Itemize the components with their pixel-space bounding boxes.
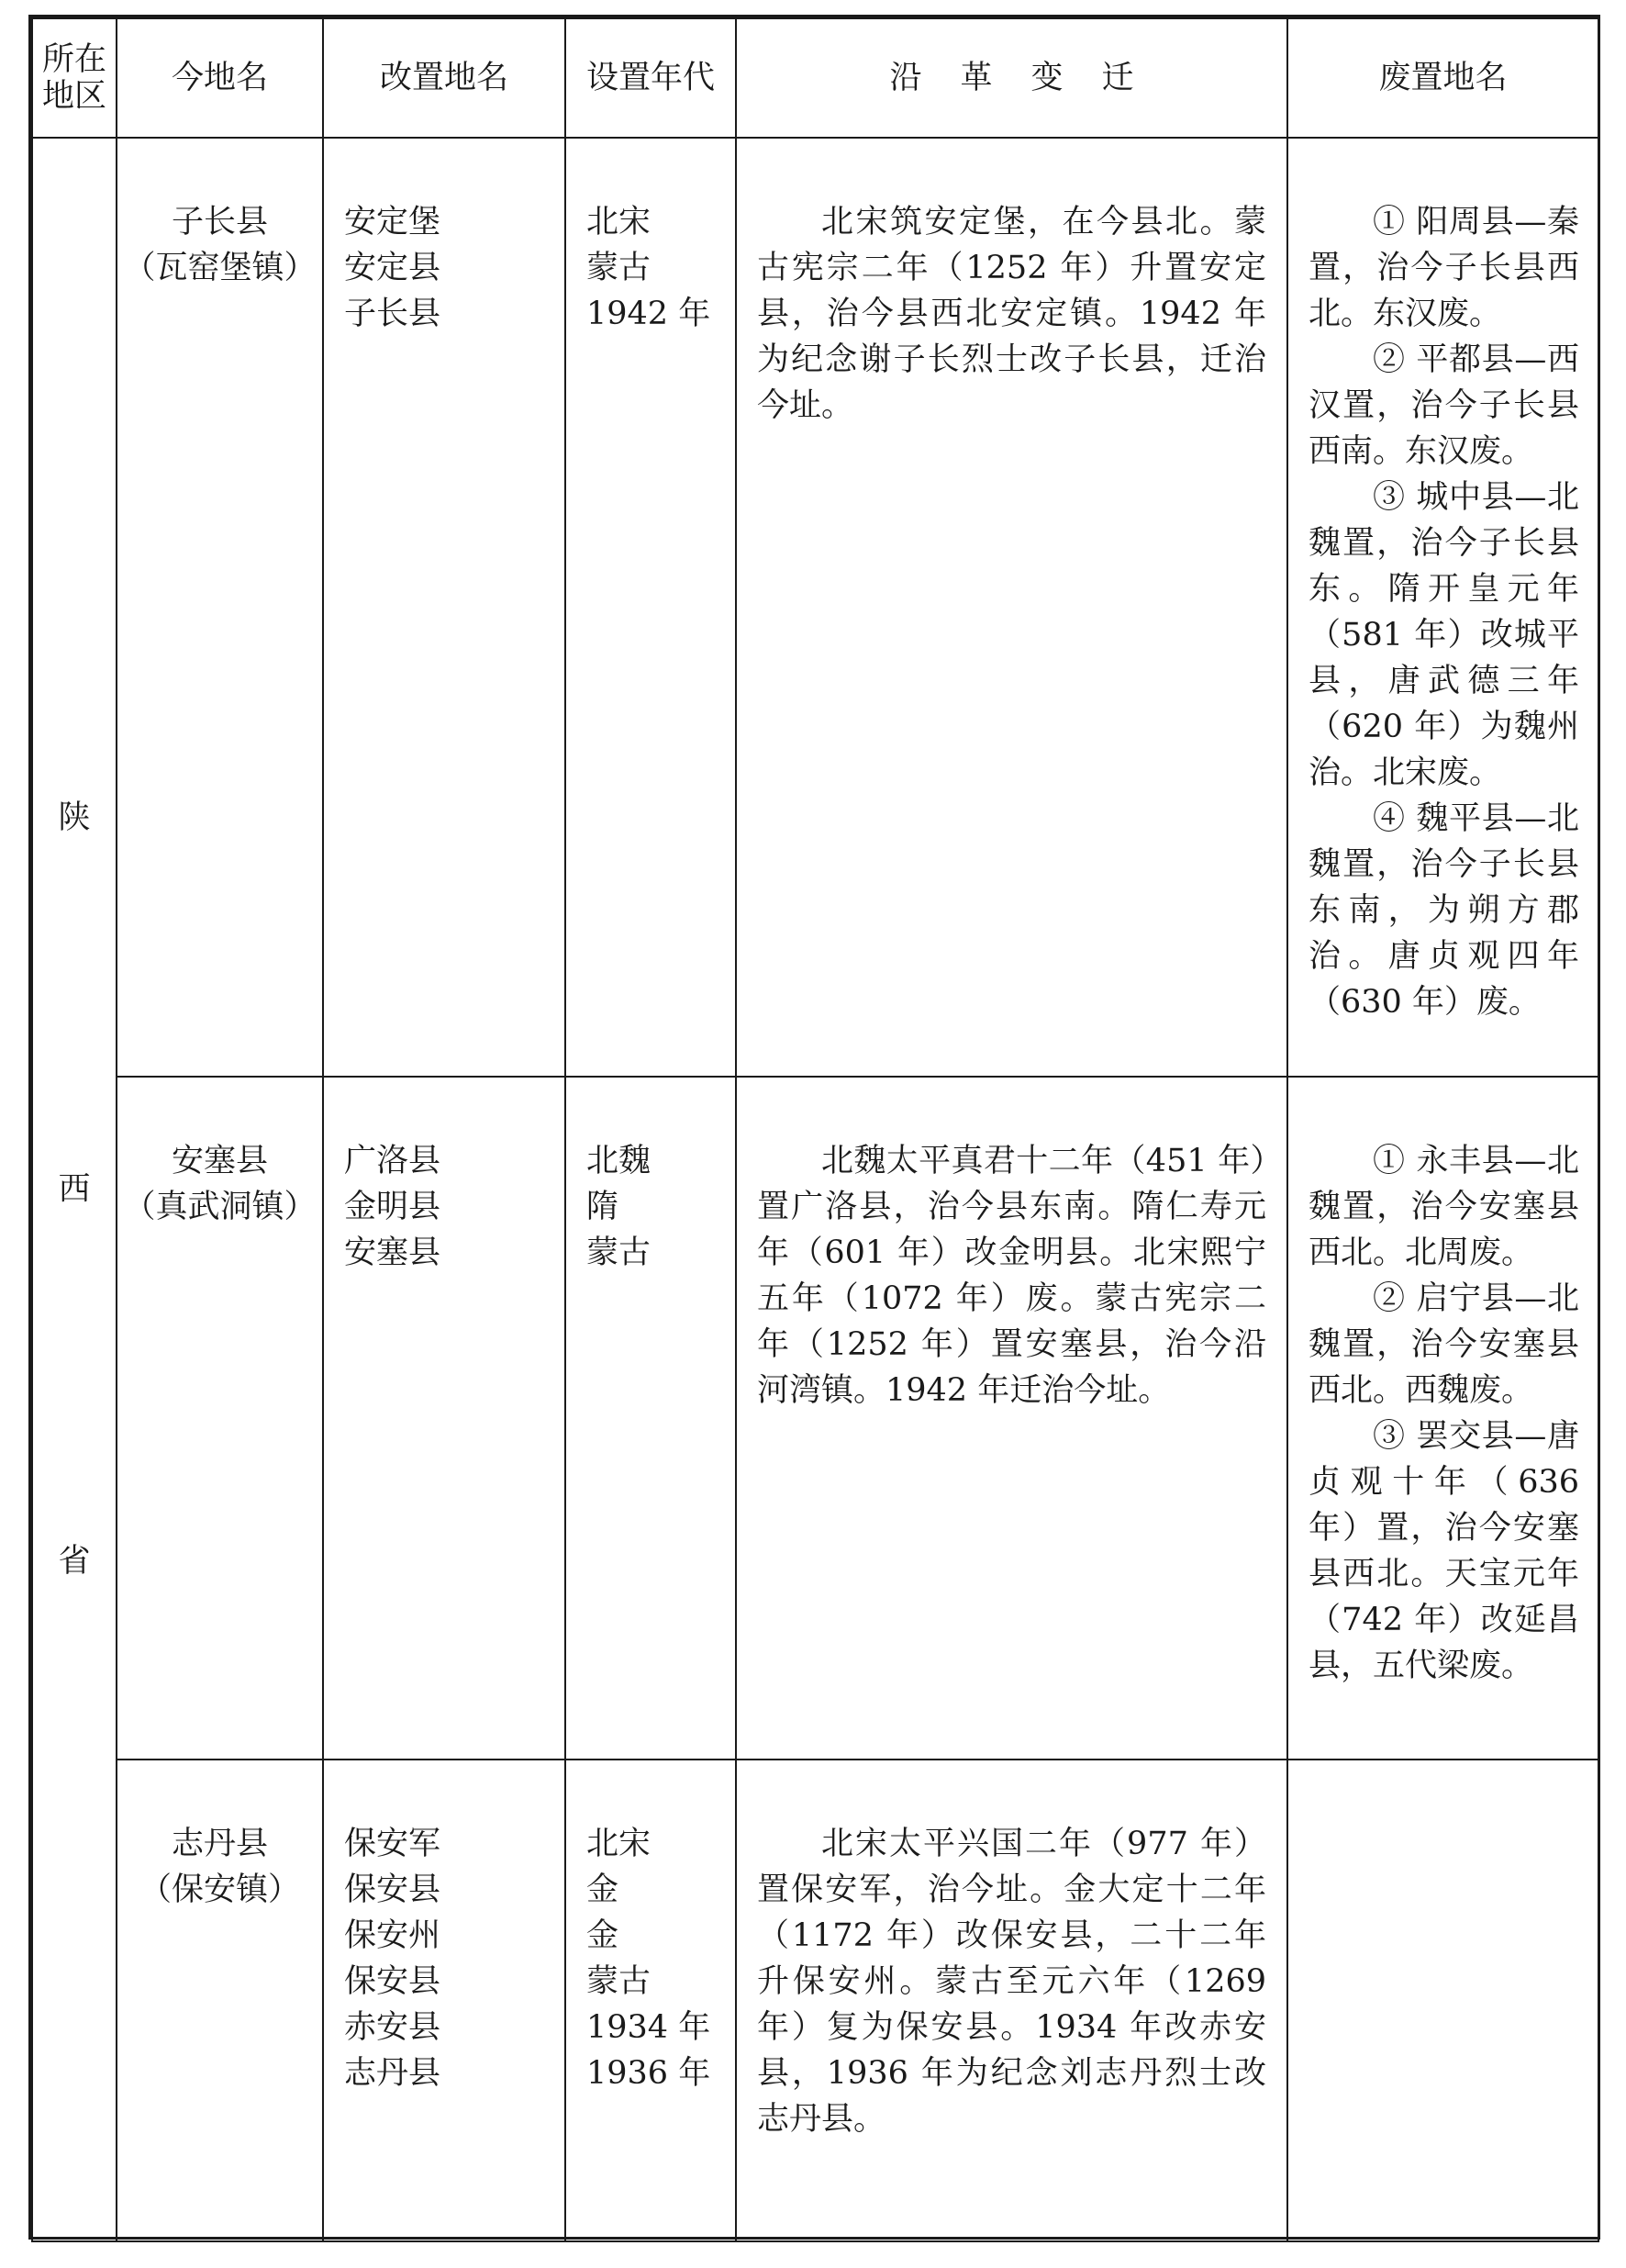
current-name-cell (117, 1077, 323, 1760)
year-item: 蒙古 (586, 1963, 652, 2000)
abolished-cell (1287, 138, 1598, 1077)
abolished-item: ③ 城中县—北魏置，治今子长县东。隋开皇元年（581 年）改城平县，唐武德三年（620 年）为魏州治。北宋废。 (1309, 479, 1579, 791)
current-name-note: （瓦窑堡镇） (123, 250, 317, 286)
renamed-item: 安塞县 (344, 1235, 441, 1271)
current-name: 安塞县 (171, 1143, 268, 1179)
renamed-item: 安定县 (344, 250, 441, 286)
header-abolished: 废置地名 (1287, 18, 1598, 138)
table-row (32, 1760, 1598, 2241)
region-char: 陕 (58, 799, 91, 836)
abolished-item: ④ 魏平县—北魏置，治今子长县东南，为朔方郡治。唐贞观四年（630 年）废。 (1309, 800, 1579, 1021)
renamed-item: 赤安县 (344, 2009, 441, 2046)
current-name: 子长县 (171, 204, 268, 240)
header-evolution (736, 18, 1287, 138)
year-item: 蒙古 (586, 1235, 652, 1271)
renamed-item: 保安州 (344, 1917, 441, 1954)
gazetteer-table (31, 17, 1599, 2242)
current-name: 志丹县 (171, 1826, 268, 1862)
renamed-item: 子长县 (344, 296, 441, 332)
renamed-item: 广洛县 (344, 1143, 441, 1179)
region-char: 省 (58, 1543, 91, 1580)
year-item: 金 (586, 1871, 619, 1908)
abolished-cell (1287, 1077, 1598, 1760)
abolished-item: ① 阳周县—秦置，治今子长县西北。东汉废。 (1309, 204, 1579, 332)
year-item: 北宋 (586, 204, 652, 240)
header-row (32, 18, 1598, 138)
header-region: 所在地区 (32, 18, 117, 138)
year-cell (565, 1077, 736, 1760)
year-item: 北宋 (586, 1826, 652, 1862)
evolution-text: 北宋筑安定堡，在今县北。蒙古宪宗二年（1252 年）升置安定县，治今县西北安定镇。1942 年为纪念谢子长烈士改子长县，迁治今址。 (757, 204, 1266, 424)
header-current-name: 今地名 (117, 18, 323, 138)
header-renamed: 改置地名 (323, 18, 565, 138)
region-char: 西 (58, 1171, 91, 1208)
table-row (32, 138, 1598, 1077)
year-item: 蒙古 (586, 250, 652, 286)
year-item: 北魏 (586, 1143, 652, 1179)
current-name-note: （保安镇） (139, 1871, 300, 1908)
header-evolution-text: 沿革变迁 (889, 60, 1173, 96)
renamed-item: 志丹县 (344, 2055, 441, 2092)
renamed-item: 保安县 (344, 1963, 441, 2000)
abolished-item: ③ 罢交县—唐贞观十年（636 年）置，治今安塞县西北。天宝元年（742 年）改延昌县，五代梁废。 (1309, 1418, 1579, 1684)
abolished-item: ② 平都县—西汉置，治今子长县西南。东汉废。 (1309, 341, 1579, 470)
abolished-item: ① 永丰县—北魏置，治今安塞县西北。北周废。 (1309, 1143, 1579, 1271)
renamed-item: 安定堡 (344, 204, 441, 240)
renamed-item: 保安县 (344, 1871, 441, 1908)
gazetteer-table-frame (28, 15, 1600, 2240)
current-name-cell (117, 1760, 323, 2241)
year-cell (565, 1760, 736, 2241)
renamed-cell (323, 1760, 565, 2241)
renamed-cell (323, 1077, 565, 1760)
current-name-note: （真武洞镇） (123, 1189, 317, 1225)
abolished-item: ② 启宁县—北魏置，治今安塞县西北。西魏废。 (1309, 1280, 1579, 1409)
year-item: 1934 年 (586, 2009, 711, 2046)
year-item: 1942 年 (586, 296, 711, 332)
year-cell (565, 138, 736, 1077)
evolution-text: 北魏太平真君十二年（451 年）置广洛县，治今县东南。隋仁寿元年（601 年）改金明县。北宋熙宁五年（1072 年）废。蒙古宪宗二年（1252 年）置安塞县，治今沿河湾镇。1942 年迁治今址。 (757, 1143, 1266, 1409)
region-label (33, 795, 116, 1584)
renamed-cell (323, 138, 565, 1077)
year-item: 1936 年 (586, 2055, 711, 2092)
region-cell (32, 138, 117, 2241)
current-name-cell (117, 138, 323, 1077)
year-item: 金 (586, 1917, 619, 1954)
renamed-item: 保安军 (344, 1826, 441, 1862)
evolution-cell (736, 138, 1287, 1077)
renamed-item: 金明县 (344, 1189, 441, 1225)
evolution-cell (736, 1077, 1287, 1760)
header-year-set: 设置年代 (565, 18, 736, 138)
abolished-cell (1287, 1760, 1598, 2241)
year-item: 隋 (586, 1189, 619, 1225)
table-row (32, 1077, 1598, 1760)
evolution-text: 北宋太平兴国二年（977 年）置保安军，治今址。金大定十二年（1172 年）改保安县，二十二年升保安州。蒙古至元六年（1269 年）复为保安县。1934 年改赤安县，1936 年为纪念刘志丹烈士改志丹县。 (757, 1826, 1266, 2138)
evolution-cell (736, 1760, 1287, 2241)
